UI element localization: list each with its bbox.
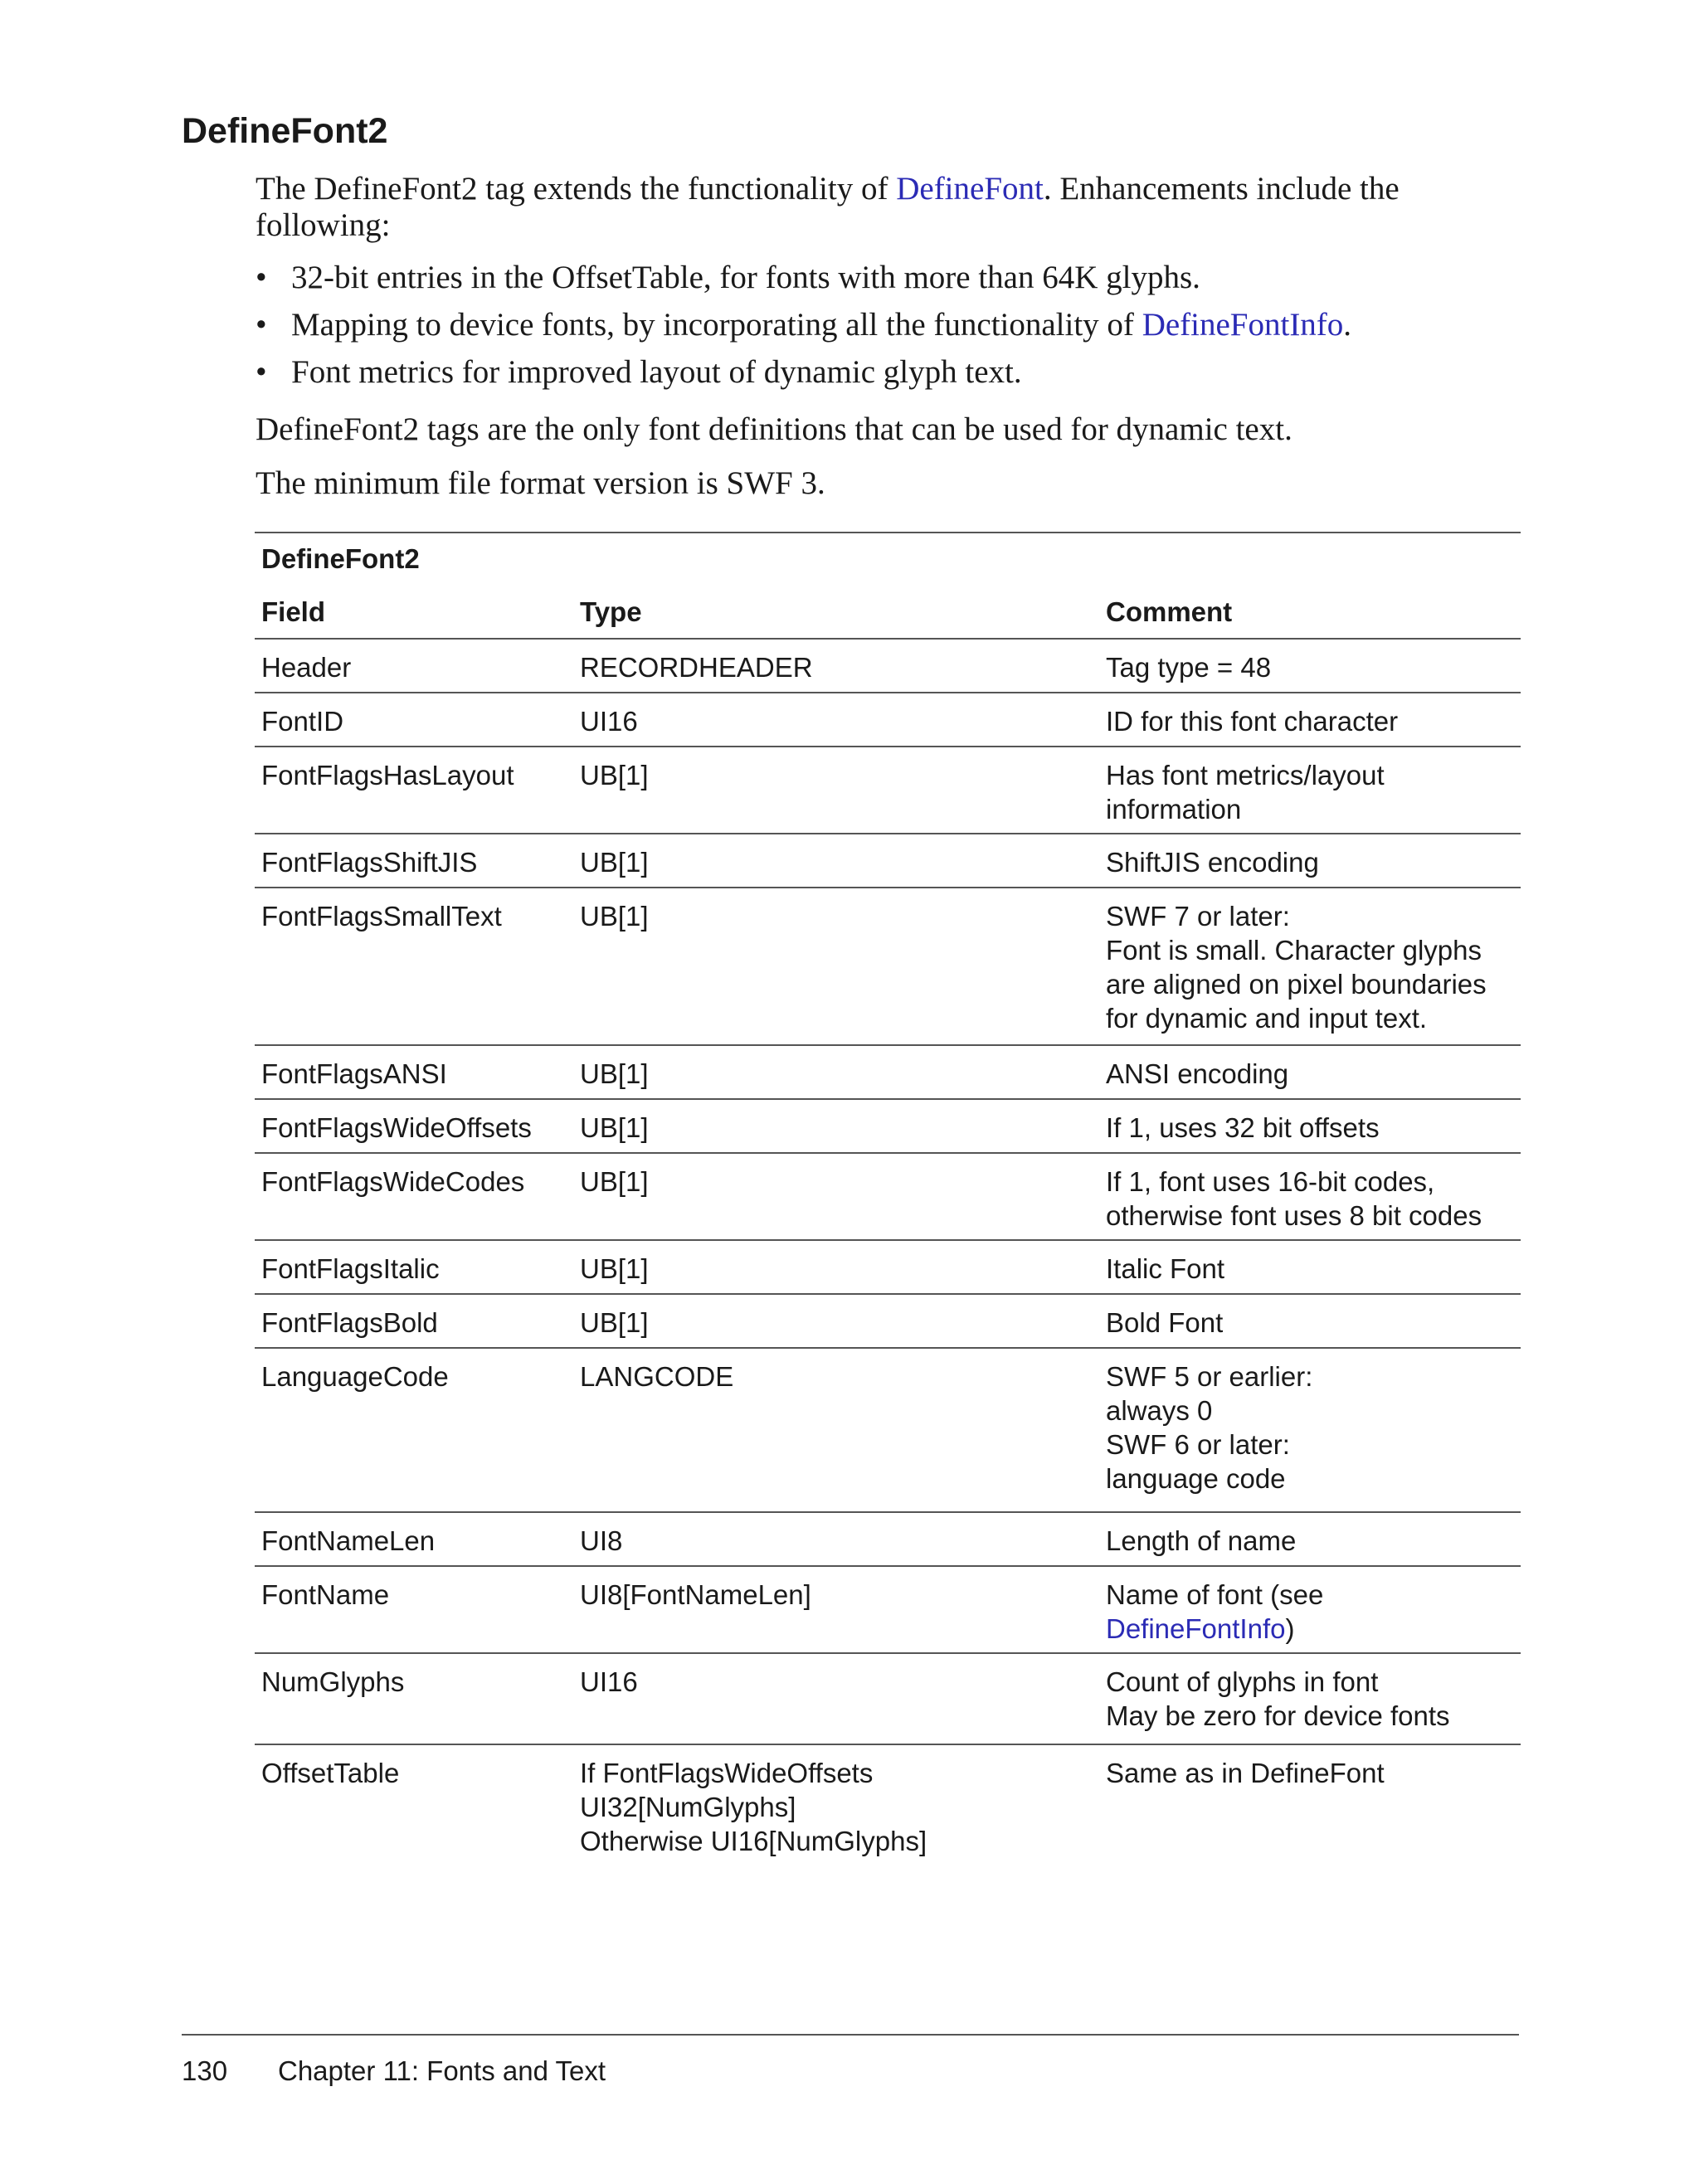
intro-text-after: . Enhancements include the following: bbox=[256, 171, 1400, 243]
list-item bbox=[256, 354, 1500, 401]
field-cell: FontFlagsSmallText bbox=[261, 901, 502, 931]
type-cell: UB[1] bbox=[580, 847, 649, 878]
table-row bbox=[255, 1295, 1521, 1349]
field-cell: FontFlagsANSI bbox=[261, 1058, 447, 1089]
comment-cell: Has font metrics/layout information bbox=[1106, 760, 1385, 824]
comment-cell: Tag type = 48 bbox=[1106, 652, 1272, 683]
comment-line: always 0 bbox=[1106, 1395, 1213, 1426]
header-comment: Comment bbox=[1106, 596, 1233, 627]
type-cell: UB[1] bbox=[580, 1307, 649, 1338]
header-field: Field bbox=[261, 596, 326, 627]
bullet-icon: • bbox=[256, 354, 267, 390]
comment-cell: Same as in DefineFont bbox=[1106, 1758, 1385, 1788]
type-cell: UI8[FontNameLen] bbox=[580, 1579, 811, 1610]
table-row bbox=[255, 1745, 1521, 1870]
intro-paragraph bbox=[256, 171, 1434, 244]
comment-cell: ID for this font character bbox=[1106, 706, 1399, 737]
type-line: If FontFlagsWideOffsets UI32[NumGlyphs] bbox=[580, 1758, 874, 1822]
comment-text-after: ) bbox=[1285, 1613, 1295, 1644]
comment-cell: Length of name bbox=[1106, 1525, 1297, 1556]
bullet-text: Font metrics for improved layout of dynamic glyph text. bbox=[291, 354, 1022, 390]
type-cell: UB[1] bbox=[580, 760, 649, 790]
enhancements-list bbox=[256, 260, 1500, 401]
bullet-text-after: . bbox=[1343, 307, 1352, 343]
field-cell: FontFlagsHasLayout bbox=[261, 760, 514, 790]
type-cell: UB[1] bbox=[580, 1253, 649, 1284]
minimum-version-paragraph: The minimum file format version is SWF 3. bbox=[256, 465, 825, 501]
comment-cell: ANSI encoding bbox=[1106, 1058, 1289, 1089]
table-header-row bbox=[255, 585, 1521, 640]
bullet-icon: • bbox=[256, 307, 267, 343]
type-cell: RECORDHEADER bbox=[580, 652, 813, 683]
table-row bbox=[255, 693, 1521, 747]
table-row bbox=[255, 1349, 1521, 1513]
table-row bbox=[255, 747, 1521, 834]
field-cell: LanguageCode bbox=[261, 1361, 449, 1392]
table-row bbox=[255, 834, 1521, 888]
comment-cell: ShiftJIS encoding bbox=[1106, 847, 1319, 878]
type-cell: UB[1] bbox=[580, 1166, 649, 1197]
type-cell bbox=[573, 1745, 1099, 1870]
bullet-icon: • bbox=[256, 260, 267, 295]
comment-line: May be zero for device fonts bbox=[1106, 1700, 1450, 1731]
page-number: 130 bbox=[182, 2055, 228, 2086]
table-caption: DefineFont2 bbox=[261, 543, 420, 574]
definefont2-table bbox=[255, 532, 1521, 1870]
list-item bbox=[256, 307, 1500, 354]
field-cell: FontName bbox=[261, 1579, 390, 1610]
table-row bbox=[255, 1654, 1521, 1745]
dynamic-text-paragraph: DefineFont2 tags are the only font definitions that can be used for dynamic text. bbox=[256, 411, 1293, 447]
comment-line: SWF 5 or earlier: bbox=[1106, 1361, 1313, 1392]
table-row bbox=[255, 1241, 1521, 1295]
page-title: DefineFont2 bbox=[182, 111, 388, 151]
comment-cell: If 1, font uses 16-bit codes, otherwise font uses 8 bit codes bbox=[1106, 1166, 1482, 1231]
comment-line: Count of glyphs in font bbox=[1106, 1666, 1379, 1697]
comment-cell bbox=[1099, 1654, 1521, 1744]
table-row bbox=[255, 1100, 1521, 1154]
field-cell: FontFlagsWideCodes bbox=[261, 1166, 525, 1197]
field-cell: OffsetTable bbox=[261, 1758, 400, 1788]
definefont-link[interactable]: DefineFont bbox=[896, 171, 1044, 207]
type-cell: UB[1] bbox=[580, 1058, 649, 1089]
field-cell: NumGlyphs bbox=[261, 1666, 405, 1697]
table-row bbox=[255, 640, 1521, 693]
type-line: Otherwise UI16[NumGlyphs] bbox=[580, 1826, 927, 1856]
comment-line: SWF 6 or later: bbox=[1106, 1429, 1290, 1460]
bullet-text: Mapping to device fonts, by incorporating all the functionality of bbox=[291, 307, 1142, 343]
list-item bbox=[256, 260, 1500, 307]
table-row bbox=[255, 1513, 1521, 1567]
comment-cell bbox=[1099, 1349, 1521, 1511]
field-cell: FontFlagsItalic bbox=[261, 1253, 440, 1284]
comment-cell bbox=[1099, 888, 1521, 1044]
type-cell: UB[1] bbox=[580, 901, 649, 931]
type-cell: UI16 bbox=[580, 706, 638, 737]
comment-text: Name of font (see bbox=[1106, 1579, 1324, 1610]
header-type: Type bbox=[580, 596, 642, 627]
comment-cell: If 1, uses 32 bit offsets bbox=[1106, 1112, 1380, 1143]
field-cell: FontFlagsBold bbox=[261, 1307, 438, 1338]
field-cell: FontFlagsShiftJIS bbox=[261, 847, 478, 878]
field-cell: FontFlagsWideOffsets bbox=[261, 1112, 532, 1143]
bullet-text: 32-bit entries in the OffsetTable, for fonts with more than 64K glyphs. bbox=[291, 260, 1200, 295]
comment-line: Font is small. Character glyphs are aligned on pixel boundaries for dynamic and input text. bbox=[1106, 935, 1487, 1034]
comment-line: language code bbox=[1106, 1463, 1286, 1494]
table-row bbox=[255, 1567, 1521, 1654]
type-cell: UB[1] bbox=[580, 1112, 649, 1143]
type-cell: LANGCODE bbox=[580, 1361, 734, 1392]
field-cell: FontNameLen bbox=[261, 1525, 436, 1556]
footer-divider bbox=[182, 2034, 1519, 2036]
field-cell: FontID bbox=[261, 706, 344, 737]
type-cell: UI16 bbox=[580, 1666, 638, 1697]
table-row bbox=[255, 1154, 1521, 1241]
comment-cell: Bold Font bbox=[1106, 1307, 1224, 1338]
chapter-title: Chapter 11: Fonts and Text bbox=[278, 2055, 606, 2086]
table-row bbox=[255, 1046, 1521, 1100]
comment-cell: Italic Font bbox=[1106, 1253, 1225, 1284]
field-cell: Header bbox=[261, 652, 352, 683]
intro-text-before: The DefineFont2 tag extends the functionality of bbox=[256, 171, 897, 207]
table-row bbox=[255, 888, 1521, 1046]
comment-cell bbox=[1099, 1567, 1521, 1652]
type-cell: UI8 bbox=[580, 1525, 623, 1556]
definefontinfo-link[interactable]: DefineFontInfo bbox=[1106, 1613, 1286, 1644]
comment-line: SWF 7 or later: bbox=[1106, 901, 1290, 931]
definefontinfo-link[interactable]: DefineFontInfo bbox=[1142, 307, 1344, 343]
